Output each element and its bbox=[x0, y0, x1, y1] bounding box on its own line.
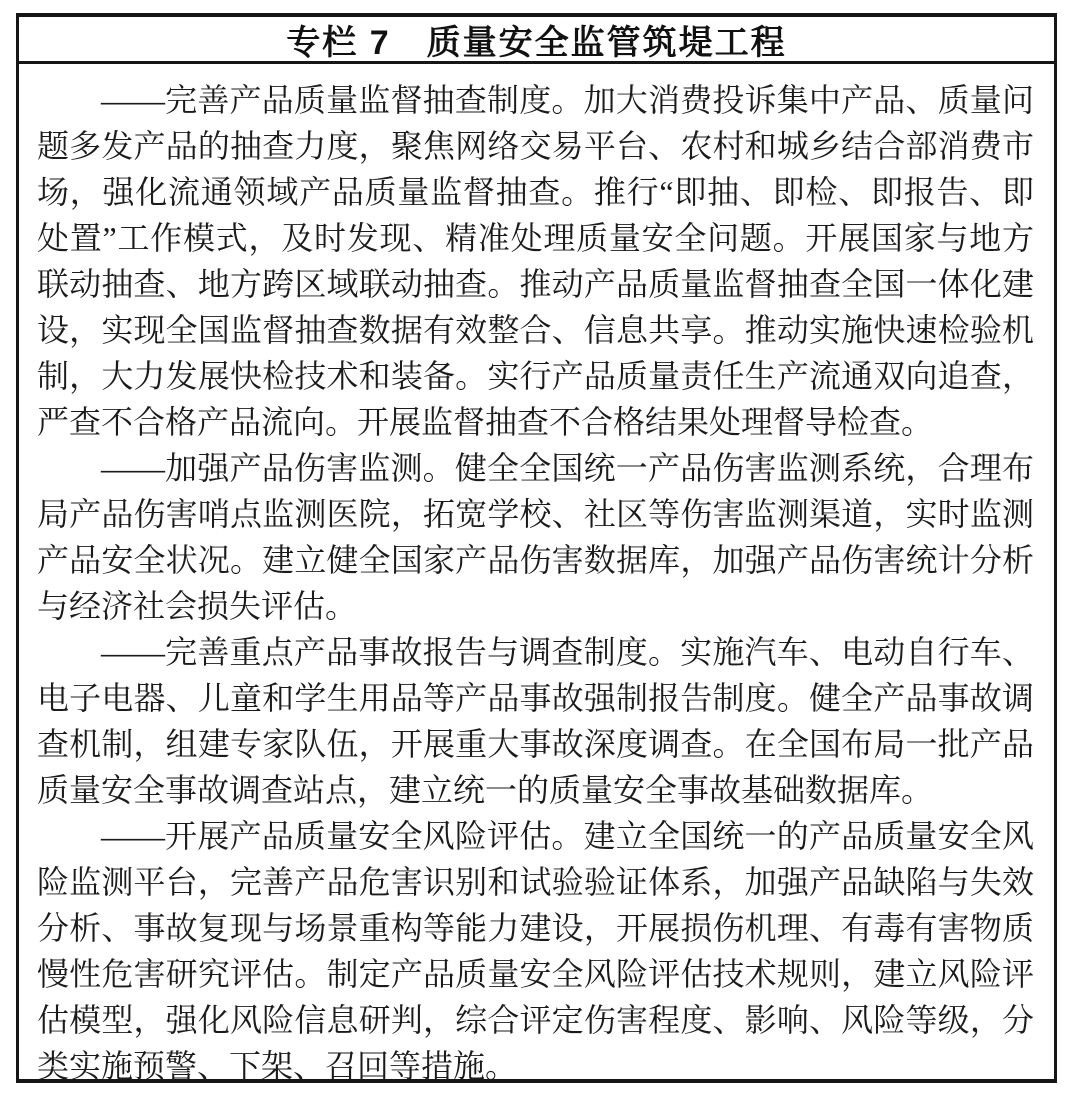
paragraph-1-line-3: 场，强化流通领域产品质量监督抽查。推行“即抽、即检、即报告、即 bbox=[37, 174, 1034, 210]
paragraph-1-line-4: 处置”工作模式，及时发现、精准处理质量安全问题。开展国家与地方 bbox=[37, 220, 1034, 256]
paragraph-2-line-2: 局产品伤害哨点监测医院，拓宽学校、社区等伤害监测渠道，实时监测 bbox=[37, 496, 1034, 532]
paragraph-4-line-1: ——开展产品质量安全风险评估。建立全国统一的产品质量安全风 bbox=[101, 818, 1034, 854]
paragraph-2-line-3: 产品安全状况。建立健全国家产品伤害数据库，加强产品伤害统计分析 bbox=[37, 542, 1034, 578]
column-7-box bbox=[16, 13, 1057, 1083]
paragraph-3-line-2: 电子电器、儿童和学生用品等产品事故强制报告制度。健全产品事故调 bbox=[37, 680, 1034, 716]
paragraph-2-line-4: 与经济社会损失评估。 bbox=[37, 588, 358, 624]
paragraph-1-line-5: 联动抽查、地方跨区域联动抽查。推动产品质量监督抽查全国一体化建 bbox=[37, 266, 1034, 302]
paragraph-4-line-6: 类实施预警、下架、召回等措施。 bbox=[37, 1048, 518, 1084]
paragraph-1-line-1: ——完善产品质量监督抽查制度。加大消费投诉集中产品、质量问 bbox=[101, 82, 1034, 118]
paragraph-3-line-3: 查机制，组建专家队伍，开展重大事故深度调查。在全国布局一批产品 bbox=[37, 726, 1034, 762]
paragraph-2-line-1: ——加强产品伤害监测。健全全国统一产品伤害监测系统，合理布 bbox=[101, 450, 1034, 486]
paragraph-1-line-7: 制，大力发展快检技术和装备。实行产品质量责任生产流通双向追查， bbox=[37, 358, 1034, 394]
box-title-bar bbox=[19, 17, 1054, 64]
paragraph-3-line-4: 质量安全事故调查站点，建立统一的质量安全事故基础数据库。 bbox=[37, 772, 934, 808]
paragraph-4-line-5: 估模型，强化风险信息研判，综合评定伤害程度、影响、风险等级，分 bbox=[37, 1002, 1034, 1038]
paragraph-3-line-1: ——完善重点产品事故报告与调查制度。实施汽车、电动自行车、 bbox=[101, 634, 1034, 670]
paragraph-1-line-2: 题多发产品的抽查力度，聚焦网络交易平台、农村和城乡结合部消费市 bbox=[37, 128, 1034, 164]
box-title-text: 专栏 7 质量安全监管筑堤工程 bbox=[286, 23, 787, 62]
paragraph-4-line-2: 险监测平台，完善产品危害识别和试验验证体系，加强产品缺陷与失效 bbox=[37, 864, 1034, 900]
paragraph-4-line-3: 分析、事故复现与场景重构等能力建设，开展损伤机理、有毒有害物质 bbox=[37, 910, 1034, 946]
box-body-text bbox=[19, 64, 1054, 1089]
paragraph-1-line-8: 严查不合格产品流向。开展监督抽查不合格结果处理督导检查。 bbox=[37, 404, 934, 440]
paragraph-4-line-4: 慢性危害研究评估。制定产品质量安全风险评估技术规则，建立风险评 bbox=[37, 956, 1034, 992]
paragraph-1-line-6: 设，实现全国监督抽查数据有效整合、信息共享。推动实施快速检验机 bbox=[37, 312, 1034, 348]
